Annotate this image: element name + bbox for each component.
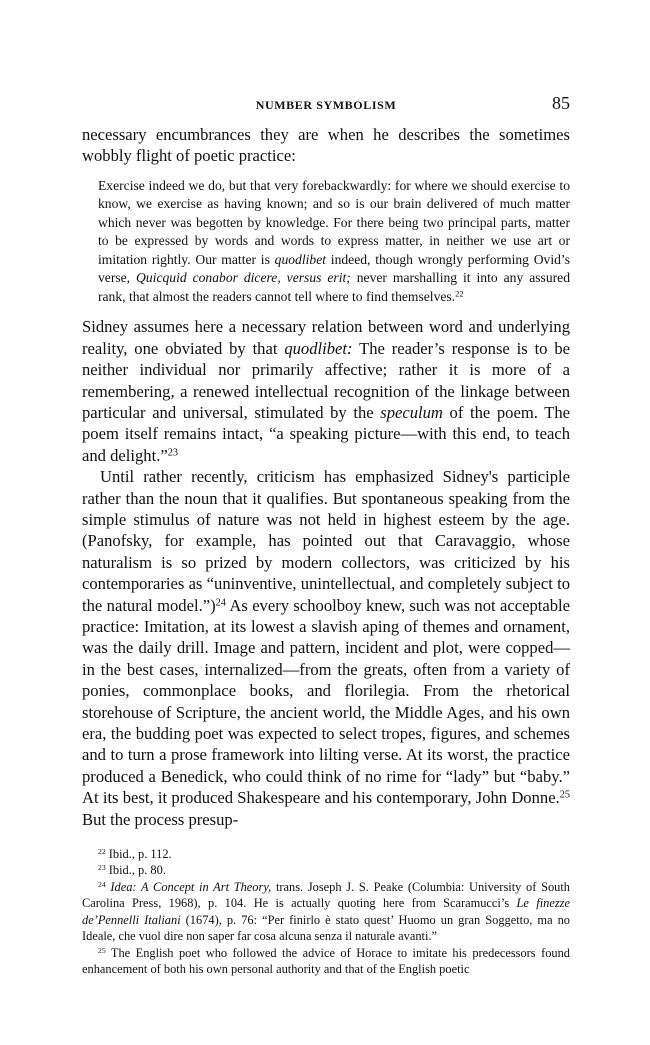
- footnote-ref-24: 24: [215, 596, 226, 608]
- paragraph-until: [82, 466, 570, 830]
- footnote-number: 23: [98, 863, 106, 873]
- quote-text-1: Exercise indeed we do, but that very forebackwardly: for where we should exercise to know, we exercise as having known; and so is our brain delivered of much matter which never was begotten by knowledge. For there being two principal parts, matter to be expressed by words and words to express matter, in neither we use art or imitation rightly. Our matter is: [98, 177, 570, 267]
- footnote-number: 24: [98, 879, 106, 889]
- footnote-25: [82, 945, 570, 978]
- footnote-ref-25: 25: [559, 789, 570, 801]
- footnote-italic-source: Le finezze de’Pennelli Italiani: [82, 896, 570, 927]
- footnote-22: [82, 846, 570, 862]
- footnote-ref-22: 22: [455, 288, 464, 299]
- until-text-2: As every schoolboy knew, such was not acceptable practice: Imitation, at its lowest a slavish aping of themes and ornament, was the daily drill. Image and pattern, incident and plot, were copped—in the best cases, internalized—from the greats, often from a variety of ponies, commonplace books, and florilegia. From the rhetorical storehouse of Scripture, the ancient world, the Middle Ages, and his own era, the budding poet was expected to select tropes, figures, and schemes and to turn a prose framework into lilting verse. At its worst, the practice produced a Benedick, who could think of no rime for “lady” but “baby.” At its best, it produced Shakespeare and his contemporary, John Donne.: [82, 595, 570, 808]
- footnote-number: 22: [98, 846, 106, 856]
- footnote-23: [82, 862, 570, 878]
- sidney-text-2: The reader’s response is to be neither individual nor primarily affective; rather it is more of a remembering, a renewed intellectual recognition of the linkage between particular and universal, stimulated by the: [82, 338, 570, 422]
- footnote-number: 25: [98, 945, 106, 955]
- footnotes: [82, 846, 570, 977]
- quote-italic-quodlibet: quodlibet: [274, 251, 327, 267]
- quote-text-3: never marshalling it into any assured rank, that almost the readers cannot tell where to find themselves.: [98, 270, 570, 304]
- paragraph-intro: necessary encumbrances they are when he describes the sometimes wobbly flight of poetic practice:: [82, 125, 570, 166]
- page-number: 85: [552, 93, 570, 113]
- footnote-ref-23: 23: [167, 447, 178, 459]
- sidney-italic-speculum: speculum: [380, 402, 443, 422]
- footnote-text: Ibid., p. 112.: [105, 847, 172, 862]
- footnote-24: [82, 879, 570, 945]
- footnote-text: Ibid., p. 80.: [105, 863, 166, 878]
- sidney-text-1: Sidney assumes here a necessary relation between word and underlying reality, one obviated by that: [82, 317, 570, 358]
- footnote-italic-title: Idea: A Concept in Art Theory,: [105, 879, 272, 894]
- block-quotation: [98, 177, 570, 307]
- footnote-text-2: (1674), p. 76: “Per finirlo è stato quest’ Huomo un gran Soggetto, ma no Ideale, che vuol dire non saper far cosa alcuna senza il naturale avanti.”: [82, 912, 571, 944]
- running-head: [82, 93, 570, 120]
- footnote-text: trans. Joseph J. S. Peake (Columbia: University of South Carolina Press, 1968), p. 104. He is actually quoting here from Scaramucci’s: [82, 879, 570, 911]
- footnote-text: The English poet who followed the advice of Horace to imitate his predecessors found enhancement of both his own personal authority and that of the English poetic: [82, 945, 570, 976]
- until-text-3: But the process presup-: [82, 809, 239, 829]
- book-page: [82, 93, 571, 977]
- quote-italic-ovid: Quicquid conabor dicere, versus erit;: [136, 270, 351, 286]
- quote-text-2: indeed, though wrongly performing Ovid’s verse,: [98, 251, 570, 286]
- until-text-1: Until rather recently, criticism has emphasized Sidney's participle rather than the noun that it qualifies. But spontaneous speaking from the simple stimulus of nature was not held in highest esteem by the age. (Panofsky, for example, has pointed out that Caravaggio, whose naturalism is so prized by modern collectors, was criticized by his contemporaries as “uninventive, unintellectual, and completely subject to the natural model.”): [82, 467, 570, 615]
- running-head-title: NUMBER SYMBOLISM: [255, 98, 397, 112]
- sidney-italic-quodlibet: quodlibet:: [284, 338, 353, 358]
- sidney-text-3: of the poem. The poem itself remains intact, “a speaking picture—with this end, to teach and delight.”: [82, 402, 571, 465]
- paragraph-sidney: [82, 316, 570, 466]
